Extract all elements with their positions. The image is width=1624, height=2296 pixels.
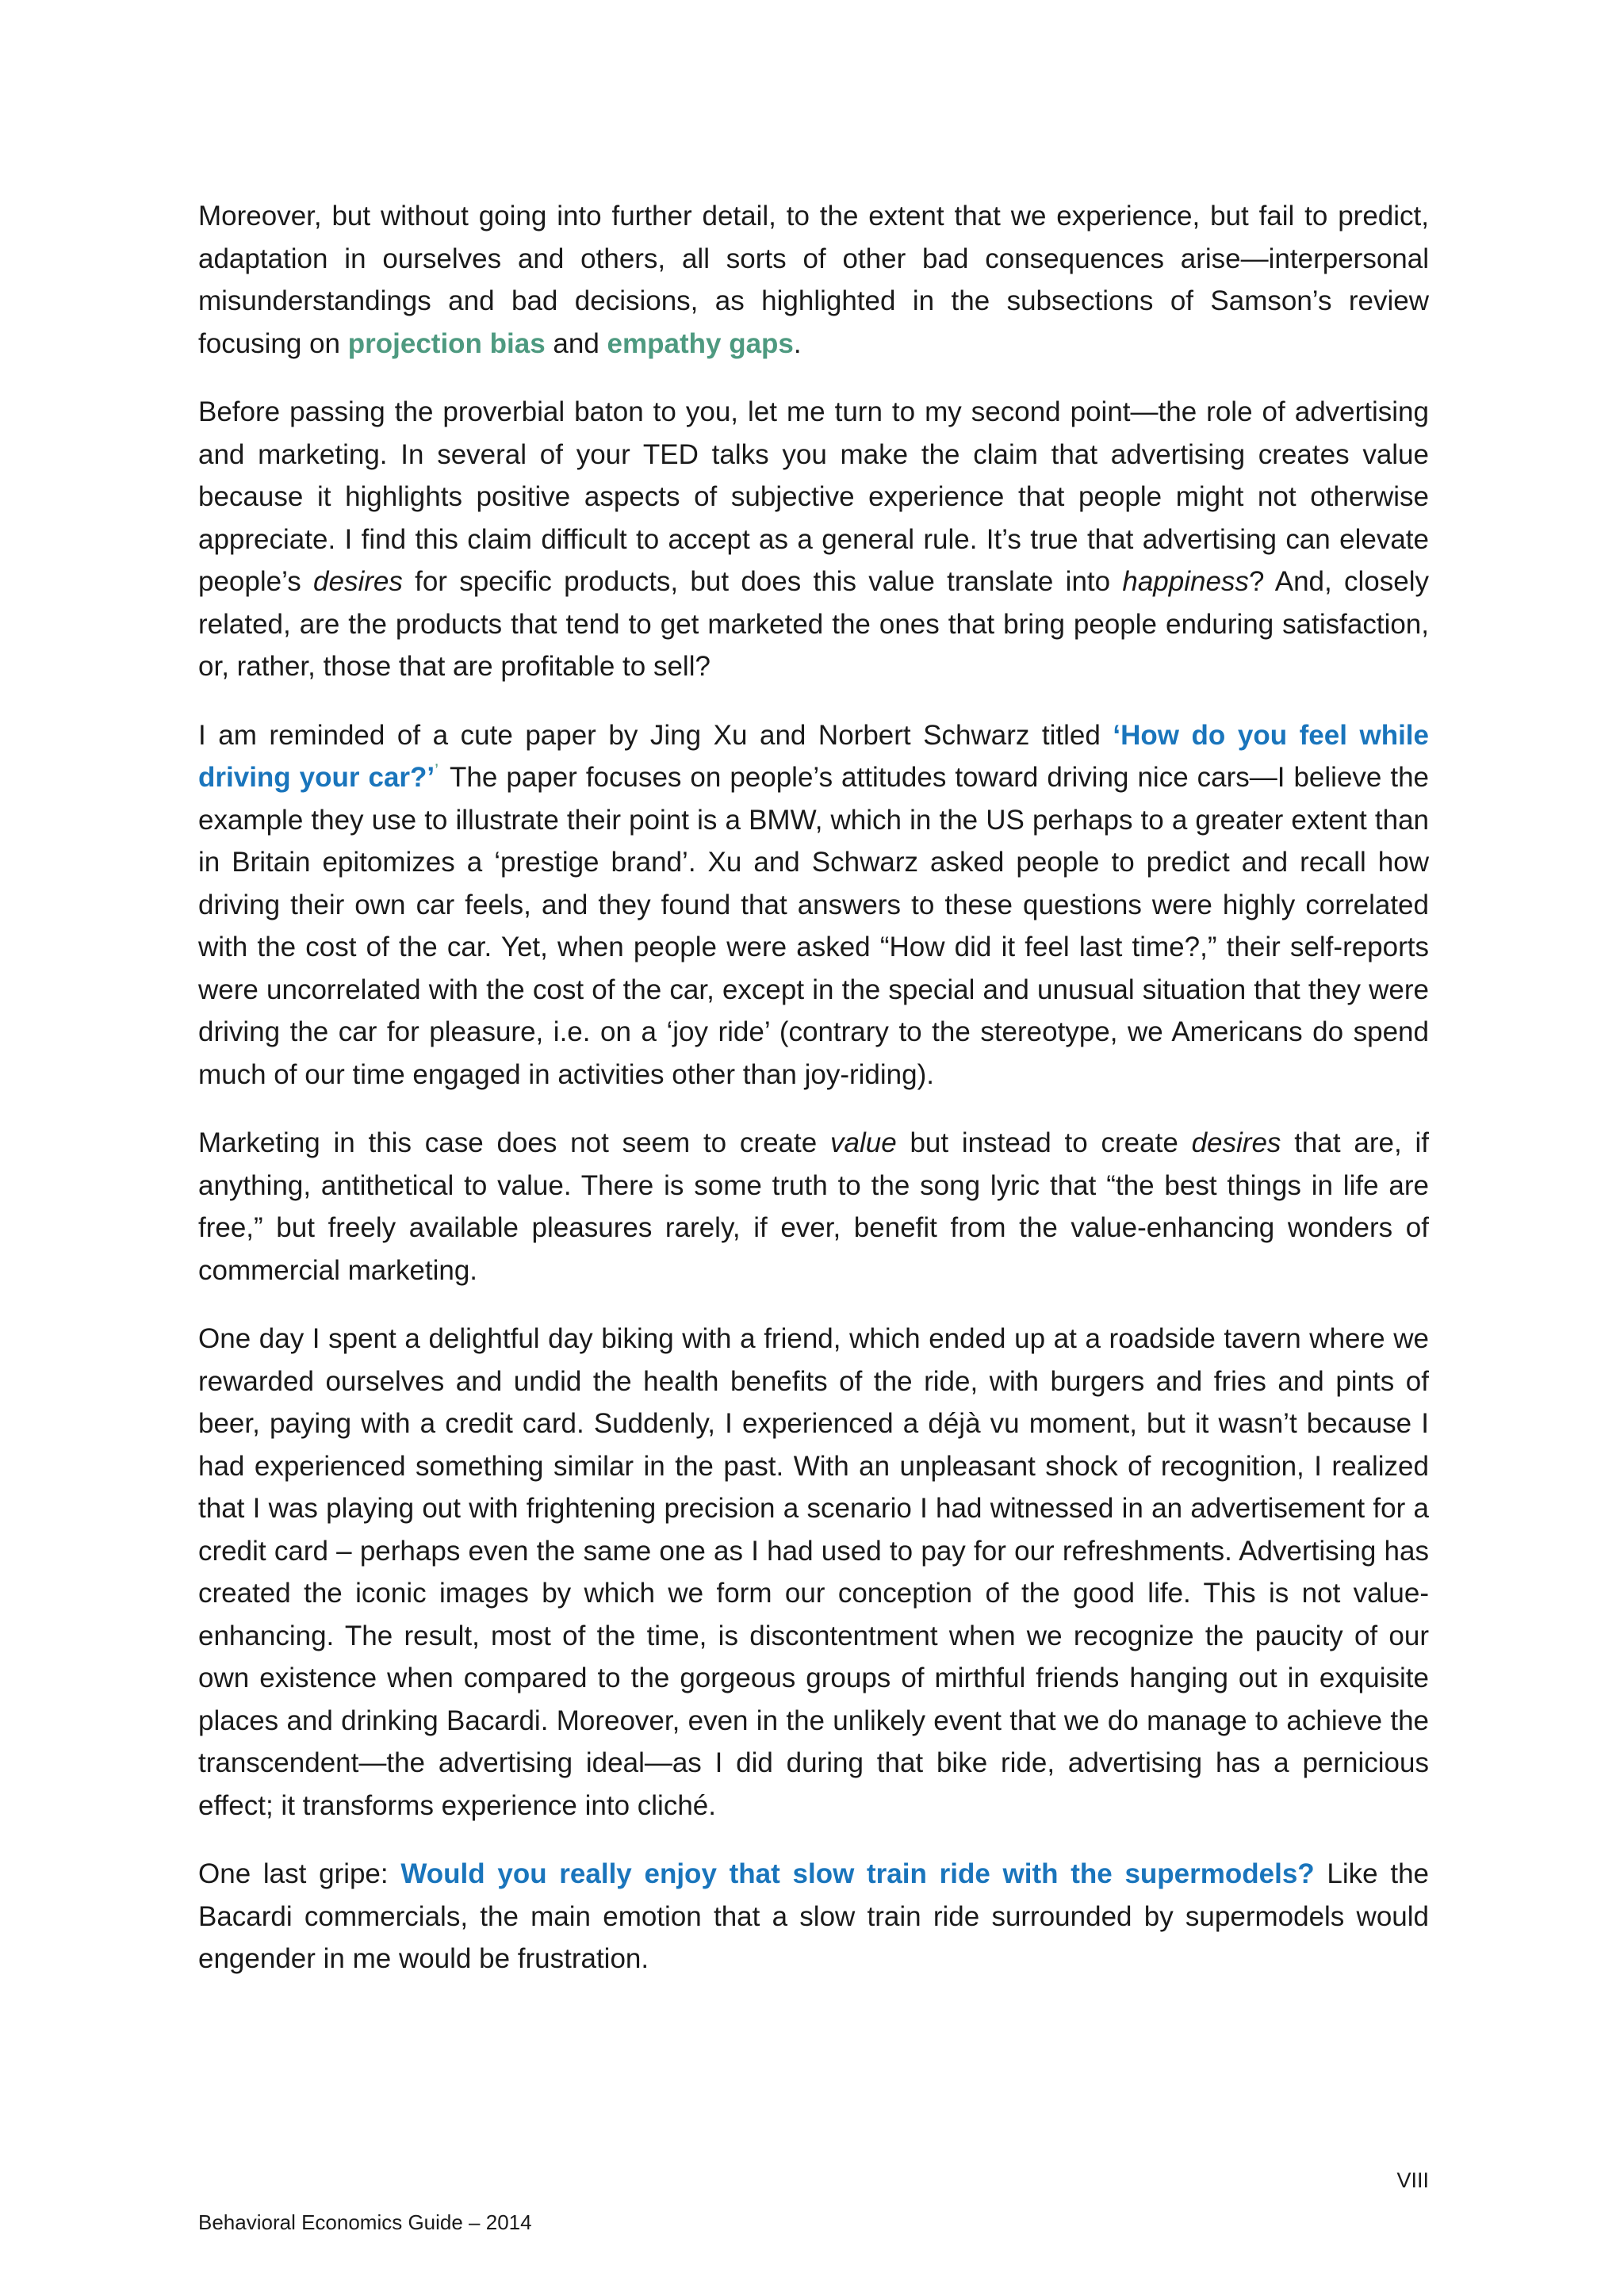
paragraph-6: [198, 1853, 1429, 1980]
paragraph-2-text-1: Before passing the proverbial baton to you, let me turn to my second point—the role of advertising and marketing. In several of your TED talks you make the claim that advertising creates value because it highlights positive aspects of subjective experience that people might not otherwise appreciate. I find this claim difficult to accept as a general rule. It’s true that advertising can elevate people’s: [198, 396, 1429, 597]
paragraph-5: [198, 1318, 1429, 1827]
footnote-mark: ’: [435, 760, 439, 781]
paragraph-3-text-1: I am reminded of a cute paper by Jing Xu and Norbert Schwarz titled: [198, 719, 1113, 751]
paragraph-3: [198, 714, 1429, 1096]
paragraph-4-text-1: Marketing in this case does not seem to create: [198, 1127, 830, 1158]
driving-paper-link[interactable]: ‘How do you feel while driving your car?’: [198, 719, 1429, 793]
page-number: VIII: [1396, 2168, 1429, 2192]
paragraph-3-text-2: The paper focuses on people’s attitudes toward driving nice cars—I believe the example they use to illustrate their point is a BMW, which in the US perhaps to a greater extent than in Britain epitomizes a ‘prestige brand’. Xu and Schwarz asked people to predict and recall how driving their own car feels, and they found that answers to these questions were highly correlated with the cost of the car. Yet, when people were asked “How did it feel last time?,” their self-reports were uncorrelated with the cost of the car, except in the special and unusual situation that they were driving the car for pleasure, i.e. on a ‘joy ride’ (contrary to the stereotype, we Americans do spend much of our time engaged in activities other than joy-riding).: [198, 762, 1430, 1090]
footer-title: Behavioral Economics Guide – 2014: [198, 2210, 532, 2234]
paragraph-1: [198, 195, 1429, 365]
paragraph-5-text-1: One day I spent a delightful day biking with a friend, which ended up at a roadside tavern where we rewarded ourselves and undid the health benefits of the ride, with burgers and fries and pints of beer, paying with a credit card. Suddenly, I experienced a déjà vu moment, but it wasn’t because I had experienced something similar in the past. With an unpleasant shock of recognition, I realized that I was playing out with frightening precision a scenario I had witnessed in an advertisement for a credit card – perhaps even the same one as I had used to pay for our refreshments. Advertising has created the iconic images by which we form our conception of the good life. This is not value-enhancing. The result, most of the time, is discontentment when we recognize the paucity of our own existence when compared to the gorgeous groups of mirthful friends hanging out in exquisite places and drinking Bacardi. Moreover, even in the unlikely event that we do manage to achieve the transcendent—the advertising ideal—as I did during that bike ride, advertising has a pernicious effect; it transforms experience into cliché.: [198, 1323, 1429, 1821]
projection-bias-link[interactable]: projection bias: [347, 327, 546, 359]
paragraph-4-text-3: that are, if anything, antithetical to value. There is some truth to the song lyric that “the best things in life are free,” but freely available pleasures rarely, if ever, benefit from the value-enhancing wonders of commercial marketing.: [198, 1127, 1429, 1286]
slow-train-ride-link[interactable]: Would you really enjoy that slow train ride with the supermodels?: [400, 1858, 1315, 1889]
paragraph-2-text-3: ? And, closely related, are the products that tend to get marketed the ones that bring people enduring satisfaction, or, rather, those that are profitable to sell?: [198, 566, 1429, 682]
paragraph-1-text-1: Moreover, but without going into further detail, to the extent that we experience, but fail to predict, adaptation in ourselves and others, all sorts of other bad consequences arise—interpersonal misunderstandings and bad decisions, as highlighted in the subsections of Samson’s review focusing on: [198, 201, 1429, 359]
paragraph-6-text-2: Like the Bacardi commercials, the main emotion that a slow train ride surrounded by supermodels would engender in me would be frustration.: [198, 1858, 1430, 1974]
happiness-emphasis: happiness: [1122, 566, 1249, 597]
desires-emphasis-2: desires: [1191, 1127, 1281, 1158]
body-text: [198, 195, 1429, 2007]
paragraph-1-text-3: .: [793, 327, 802, 359]
value-emphasis: value: [830, 1127, 897, 1158]
paragraph-4-text-2: but instead to create: [896, 1127, 1192, 1158]
paragraph-1-text-2: and: [545, 327, 607, 359]
paragraph-2-text-2: for specific products, but does this value translate into: [402, 566, 1123, 597]
paragraph-2: [198, 391, 1429, 688]
empathy-gaps-link[interactable]: empathy gaps: [607, 327, 794, 359]
desires-emphasis: desires: [313, 566, 403, 597]
paragraph-6-text-1: One last gripe:: [198, 1858, 401, 1889]
paragraph-4: [198, 1122, 1429, 1292]
